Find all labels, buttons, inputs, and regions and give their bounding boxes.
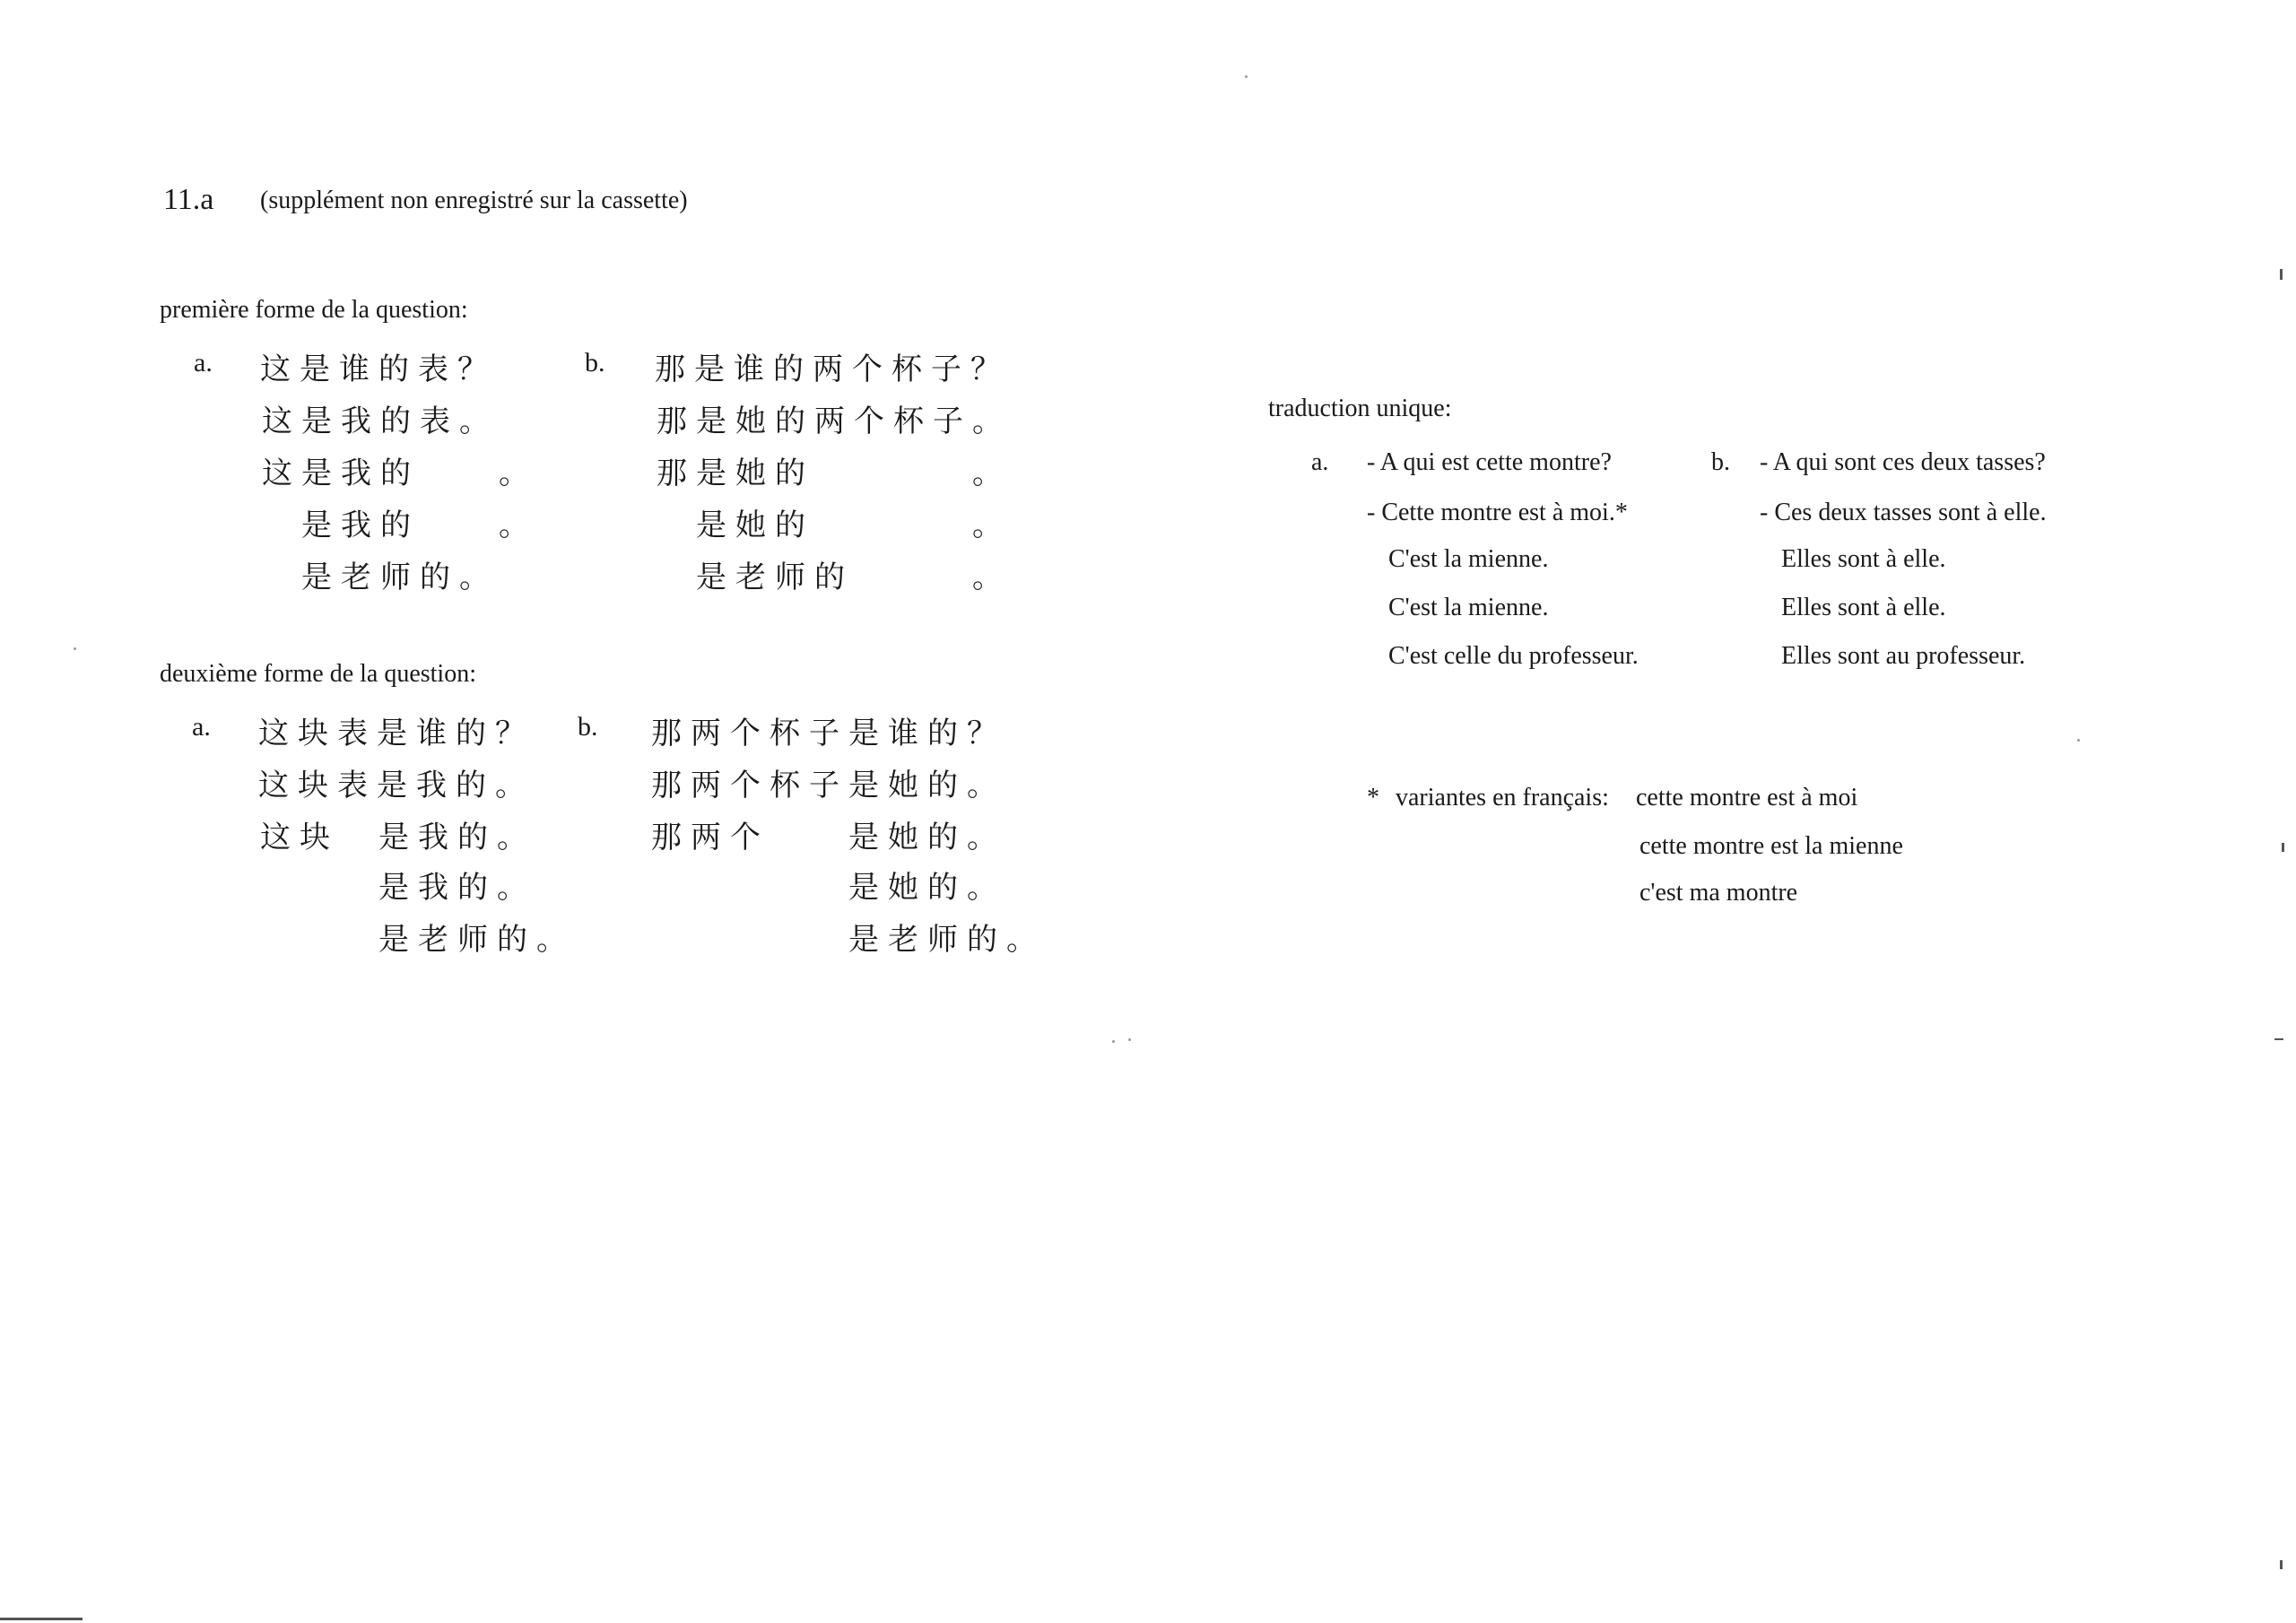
translation-a-letter: a. [1311,448,1329,476]
second-form-a-line-3: 这块 是我的。 [260,820,536,855]
scan-edge-mark [2282,843,2284,852]
scan-speck [1128,1038,1131,1041]
second-form-a-line-1: 这块表是谁的？ [258,716,535,751]
first-form-a-line-1: 这是谁的表？ [260,352,497,387]
second-form-a-line-2: 这块表是我的。 [258,768,535,803]
translation-b-line-2: - Ces deux tasses sont à elle. [1760,499,2047,526]
translation-b-line-5: Elles sont au professeur. [1781,642,2026,670]
first-form-b-line-1: 那是谁的两个杯子？ [655,352,1010,387]
variants-label: variantes en français: [1396,784,1609,812]
second-form-b-letter: b. [578,712,598,742]
first-form-a-line-4: 是我的 。 [262,508,538,543]
second-form-b-line-2: 那两个杯子是她的。 [651,768,1006,803]
second-form-b-line-3: 那两个 是她的。 [651,820,1006,855]
second-form-b-line-1: 那两个杯子是谁的？ [651,716,1006,751]
exercise-number: 11.a [163,183,214,216]
first-form-b-line-4: 是她的 。 [657,508,1012,543]
variant-item-2: cette montre est la mienne [1639,832,1903,860]
scan-speck [1112,1040,1115,1043]
second-form-a-line-4: 是我的。 [260,870,536,906]
translation-a-line-3: C'est la mienne. [1388,545,1549,573]
scan-edge-mark [0,1618,83,1620]
first-form-a-letter: a. [194,348,213,378]
first-form-b-letter: b. [585,348,605,378]
first-form-a-line-2: 这是我的表。 [262,404,499,439]
first-form-heading: première forme de la question: [160,296,468,324]
second-form-heading: deuxième forme de la question: [160,660,476,688]
variants-star: * [1367,784,1379,812]
scan-edge-mark [2274,1038,2283,1040]
variant-item-1: cette montre est à moi [1636,784,1858,812]
translation-b-line-3: Elles sont à elle. [1781,545,1946,573]
second-form-a-letter: a. [192,712,211,742]
translation-a-line-5: C'est celle du professeur. [1388,642,1639,670]
translation-a-line-1: - A qui est cette montre? [1367,448,1612,476]
translation-a-line-2: - Cette montre est à moi.* [1367,499,1628,526]
first-form-b-line-5: 是老师的 。 [657,560,1012,595]
variant-item-3: c'est ma montre [1639,879,1798,907]
second-form-b-line-5: 是老师的。 [651,922,1046,958]
first-form-a-line-5: 是老师的。 [262,560,499,595]
second-form-a-line-5: 是老师的。 [260,922,576,958]
exercise-note: (supplément non enregistré sur la cassette) [260,187,688,214]
translation-b-line-4: Elles sont à elle. [1781,594,1946,621]
first-form-b-line-3: 那是她的 。 [657,456,1012,491]
first-form-b-line-2: 那是她的两个杯子。 [657,404,1012,439]
second-form-b-line-4: 是她的。 [651,870,1006,906]
scan-edge-mark [2280,1560,2283,1569]
translation-b-letter: b. [1711,448,1730,476]
first-form-a-line-3: 这是我的 。 [262,456,538,491]
translation-a-line-4: C'est la mienne. [1388,594,1549,621]
scan-edge-mark [2280,269,2283,280]
scan-speck [1245,75,1248,78]
translation-heading: traduction unique: [1268,395,1452,422]
scan-speck [74,647,76,650]
translation-b-line-1: - A qui sont ces deux tasses? [1760,448,2046,476]
scan-speck [2077,739,2080,742]
